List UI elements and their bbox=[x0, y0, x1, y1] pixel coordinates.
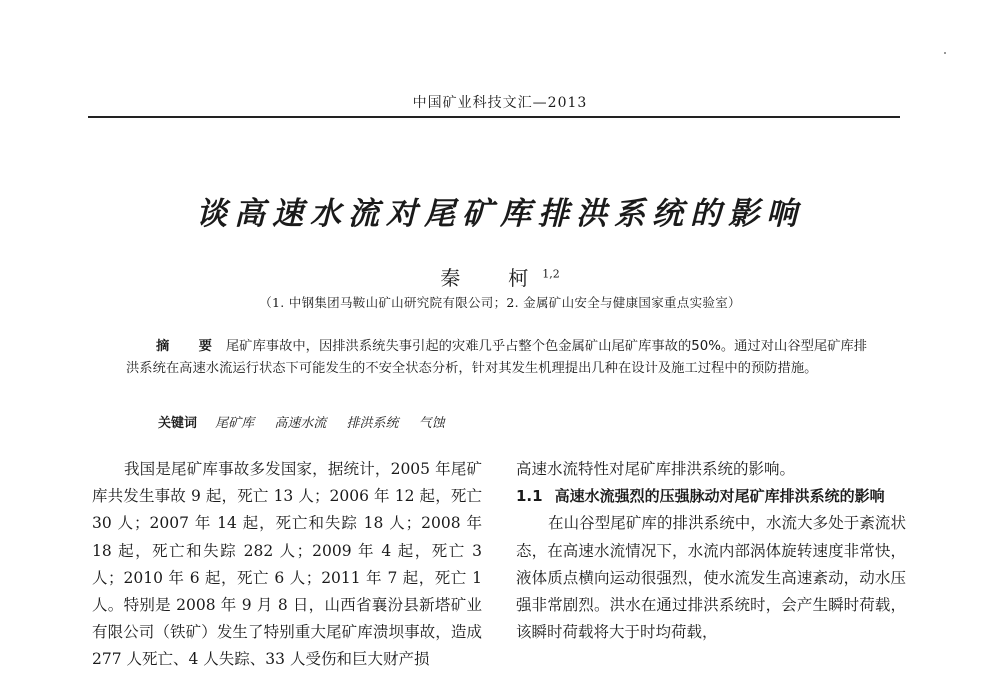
section-title: 高速水流强烈的压强脉动对尾矿库排洪系统的影响 bbox=[554, 487, 885, 506]
abstract-label: 摘 要 bbox=[156, 339, 220, 354]
body-left-column bbox=[92, 456, 482, 674]
continued-text: 高速水流特性对尾矿库排洪系统的影响。 bbox=[516, 460, 796, 478]
body-right-column bbox=[516, 456, 906, 646]
section-heading bbox=[516, 483, 906, 510]
affiliation: （1. 中钢集团马鞍山矿山研究院有限公司；2. 金属矿山安全与健康国家重点实验室） bbox=[259, 295, 741, 310]
keywords bbox=[158, 412, 461, 431]
scan-speck bbox=[944, 52, 946, 54]
body-paragraph: 在山谷型尾矿库的排洪系统中，水流大多处于紊流状态，在高速水流情况下，水流内部涡体旋转速度非常快，液体质点横向运动很强烈，使水流发生高速紊动，动水压强非常剧烈。洪水在通过排洪系统时，会产生瞬时荷载，该瞬时荷载将大于时均荷载， bbox=[516, 514, 906, 642]
header-rule bbox=[88, 116, 900, 118]
author-name: 秦 柯 bbox=[440, 266, 543, 290]
running-header: 中国矿业科技文汇—2013 bbox=[412, 95, 588, 111]
abstract bbox=[126, 336, 870, 380]
keyword: 气蚀 bbox=[418, 416, 445, 431]
section-number: 1.1 bbox=[516, 487, 543, 506]
abstract-text: 尾矿库事故中，因排洪系统失事引起的灾难几乎占整个色金属矿山尾矿库事故的50%。通过对山谷型尾矿库排洪系统在高速水流运行状态下可能发生的不安全状态分析，针对其发生机理提出几种在设计及施工过程中的预防措施。 bbox=[126, 339, 868, 376]
keywords-label: 关键词 bbox=[158, 416, 198, 431]
article-title: 谈高速水流对尾矿库排洪系统的影响 bbox=[196, 196, 804, 232]
body-paragraph: 我国是尾矿库事故多发国家，据统计，2005 年尾矿库共发生事故 9 起，死亡 13 人；2006 年 12 起，死亡 30 人；2007 年 14 起，死亡和失踪 18 人；2008 年 18 起，死亡和失踪 282 人；2009 年 4 起，死亡 3 人；2010 年 6 起，死亡 6 人；2011 年 7 起，死亡 1 人。特别是 2008 年 9 月 8 日，山西省襄汾县新塔矿业有限公司（铁矿）发生了特别重大尾矿库溃坝事故，造成 277 人死亡、4 人失踪、33 人受伤和巨大财产损 bbox=[92, 460, 482, 669]
keyword: 排洪系统 bbox=[346, 416, 399, 431]
author-line bbox=[0, 262, 1000, 291]
keyword: 高速水流 bbox=[274, 416, 327, 431]
author-affiliation-marks: 1,2 bbox=[542, 267, 560, 281]
keyword: 尾矿库 bbox=[215, 416, 255, 431]
